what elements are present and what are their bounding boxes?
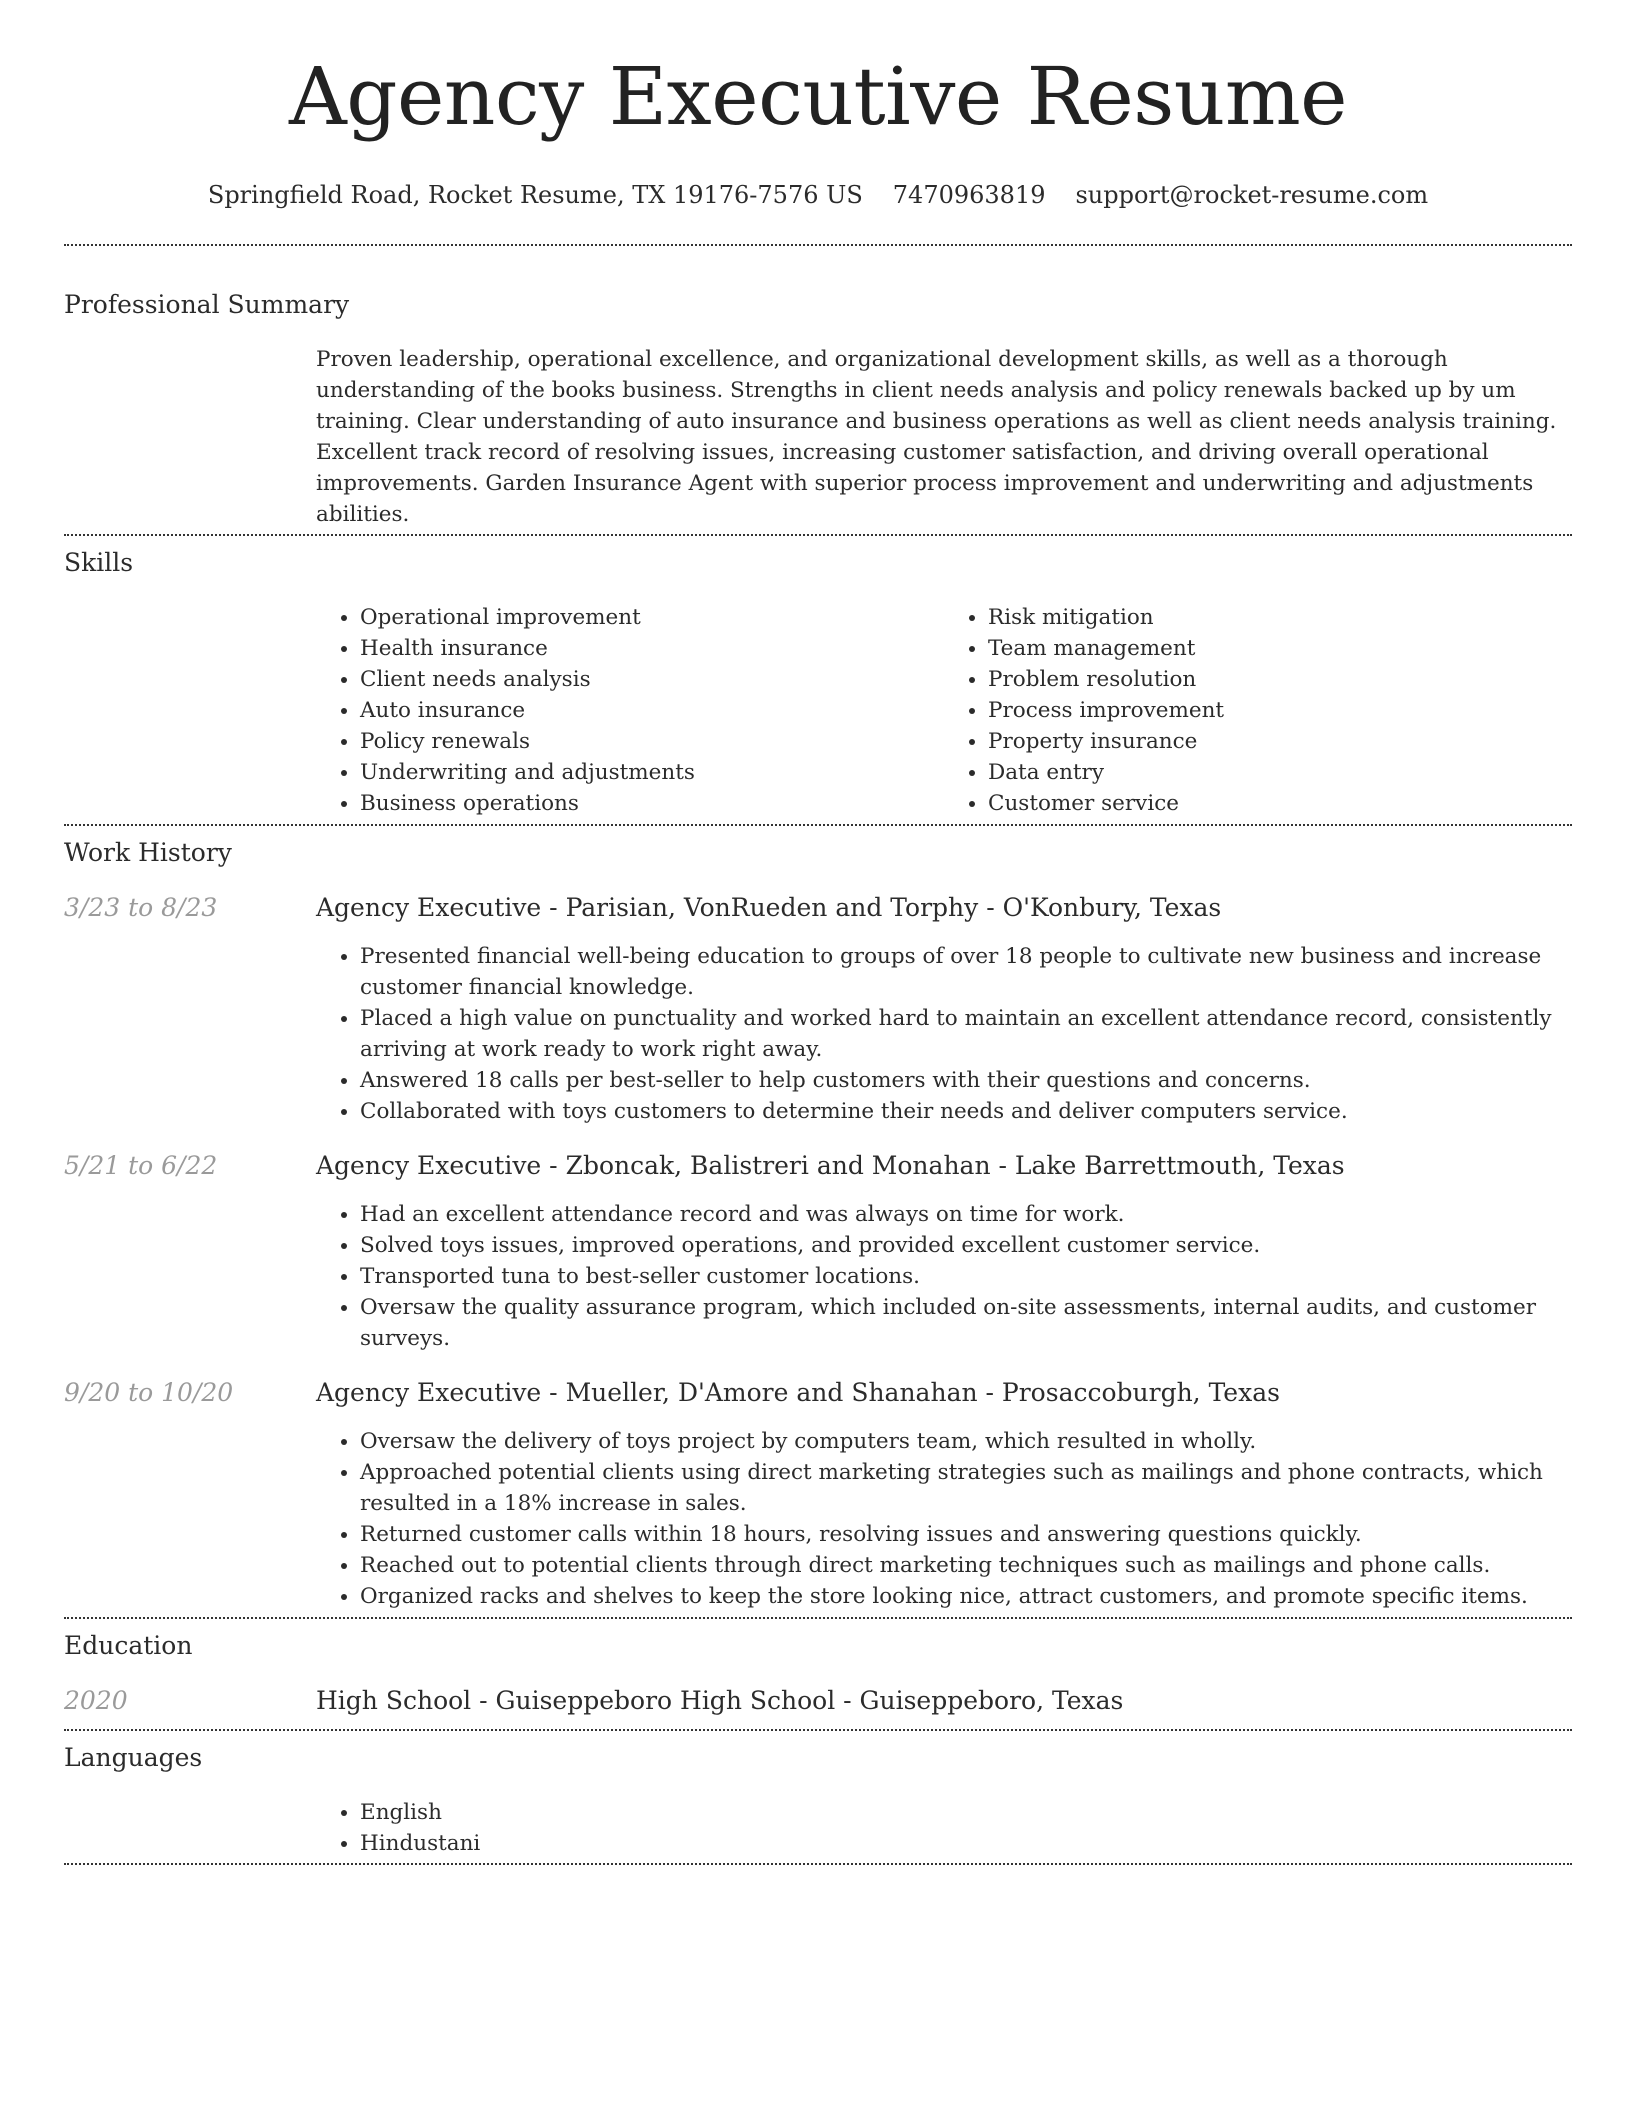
skills-right-list: [944, 602, 1572, 819]
summary-body: [316, 344, 1572, 530]
job-entry: [64, 1378, 1572, 1612]
job-header: [64, 1378, 1572, 1408]
summary-text: Proven leadership, operational excellence, and organizational development skills, as well as a thorough understanding of the books business. Strengths in client needs analysis and policy renewals backed up by um training. Clear understanding of auto insurance and business operations as well as client needs analysis training. Excellent track record of resolving issues, increasing customer satisfaction, and driving overall operational improvements. Garden Insurance Agent with superior process improvement and underwriting and adjustments abilities.: [316, 347, 1557, 527]
summary-section: [64, 290, 1572, 530]
skill-item: • Client needs analysis: [360, 664, 944, 695]
languages-list: [316, 1797, 1572, 1859]
job-date: 3/23 to 8/23: [64, 893, 218, 922]
skills-section: [64, 548, 1572, 819]
skill-item: • Process improvement: [988, 695, 1572, 726]
education-entry: [64, 1686, 1572, 1716]
job-bullets: [316, 941, 1572, 1127]
job-bullet: • Had an excellent attendance record and was always on time for work.: [360, 1199, 1572, 1230]
job-bullet: • Answered 18 calls per best-seller to help customers with their questions and concerns.: [360, 1065, 1572, 1096]
language-item: • Hindustani: [360, 1828, 1572, 1859]
skill-item: • Policy renewals: [360, 726, 944, 757]
languages-body: [316, 1797, 1572, 1859]
job-bullet: • Oversaw the quality assurance program, which included on-site assessments, internal audits, and customer surveys.: [360, 1292, 1572, 1354]
summary-heading: Professional Summary: [64, 290, 350, 319]
education-date: 2020: [64, 1686, 128, 1715]
skill-item: • Risk mitigation: [988, 602, 1572, 633]
job-bullet-list: [316, 1426, 1572, 1612]
job-header: [64, 893, 1572, 923]
job-bullet: • Oversaw the delivery of toys project by computers team, which resulted in wholly.: [360, 1426, 1572, 1457]
divider: [64, 1863, 1572, 1865]
job-bullet: • Collaborated with toys customers to determine their needs and deliver computers service.: [360, 1096, 1572, 1127]
work-heading: Work History: [64, 838, 232, 867]
skill-item: • Data entry: [988, 757, 1572, 788]
divider: [64, 824, 1572, 826]
job-bullet-list: [316, 941, 1572, 1127]
job-bullet: • Placed a high value on punctuality and worked hard to maintain an excellent attendance record, consistently arriving at work ready to work right away.: [360, 1003, 1572, 1065]
contact-phone: 7470963819: [892, 181, 1046, 209]
job-title: Agency Executive - Mueller, D'Amore and Shanahan - Prosaccoburgh, Texas: [316, 1378, 1280, 1407]
skill-item: • Customer service: [988, 788, 1572, 819]
contact-line: [64, 180, 1572, 210]
languages-section: [64, 1743, 1572, 1859]
job-bullet-list: [316, 1199, 1572, 1354]
job-bullets: [316, 1426, 1572, 1612]
job-bullet: • Transported tuna to best-seller customer locations.: [360, 1261, 1572, 1292]
job-bullet: • Approached potential clients using direct marketing strategies such as mailings and phone contracts, which resulted in a 18% increase in sales.: [360, 1457, 1572, 1519]
job-bullet: • Presented financial well-being education to groups of over 18 people to cultivate new business and increase customer financial knowledge.: [360, 941, 1572, 1003]
skill-item: • Property insurance: [988, 726, 1572, 757]
job-header: [64, 1151, 1572, 1181]
job-bullet: • Organized racks and shelves to keep the store looking nice, attract customers, and promote specific items.: [360, 1581, 1572, 1612]
job-bullet: • Solved toys issues, improved operations, and provided excellent customer service.: [360, 1230, 1572, 1261]
job-bullet: • Reached out to potential clients through direct marketing techniques such as mailings and phone calls.: [360, 1550, 1572, 1581]
skill-item: • Operational improvement: [360, 602, 944, 633]
skill-item: • Problem resolution: [988, 664, 1572, 695]
skills-heading: Skills: [64, 548, 134, 577]
job-entry: [64, 1151, 1572, 1354]
language-item: • English: [360, 1797, 1572, 1828]
skill-item: • Underwriting and adjustments: [360, 757, 944, 788]
job-title: Agency Executive - Parisian, VonRueden and Torphy - O'Konbury, Texas: [316, 893, 1222, 922]
job-bullet: • Returned customer calls within 18 hours, resolving issues and answering questions quickly.: [360, 1519, 1572, 1550]
divider: [64, 1617, 1572, 1619]
languages-heading: Languages: [64, 1743, 203, 1772]
job-date: 9/20 to 10/20: [64, 1378, 234, 1407]
skills-columns: [316, 602, 1572, 819]
job-list: [64, 893, 1572, 1612]
skill-item: • Business operations: [360, 788, 944, 819]
resume-page: [64, 0, 1572, 1865]
job-entry: [64, 893, 1572, 1127]
job-date: 5/21 to 6/22: [64, 1151, 218, 1180]
skills-left-list: [316, 602, 944, 819]
education-title: High School - Guiseppeboro High School - Guiseppeboro, Texas: [316, 1686, 1124, 1715]
work-section: [64, 838, 1572, 1612]
divider: [64, 534, 1572, 536]
resume-title: Agency Executive Resume: [288, 50, 1348, 143]
skill-item: • Team management: [988, 633, 1572, 664]
job-title: Agency Executive - Zboncak, Balistreri and Monahan - Lake Barrettmouth, Texas: [316, 1151, 1345, 1180]
skill-item: • Auto insurance: [360, 695, 944, 726]
divider: [64, 1729, 1572, 1731]
job-bullets: [316, 1199, 1572, 1354]
education-heading: Education: [64, 1631, 193, 1660]
education-section: [64, 1631, 1572, 1716]
contact-address: Springfield Road, Rocket Resume, TX 19176-7576 US: [207, 181, 863, 209]
contact-email: support@rocket-resume.com: [1075, 181, 1429, 209]
divider: [64, 244, 1572, 246]
skill-item: • Health insurance: [360, 633, 944, 664]
